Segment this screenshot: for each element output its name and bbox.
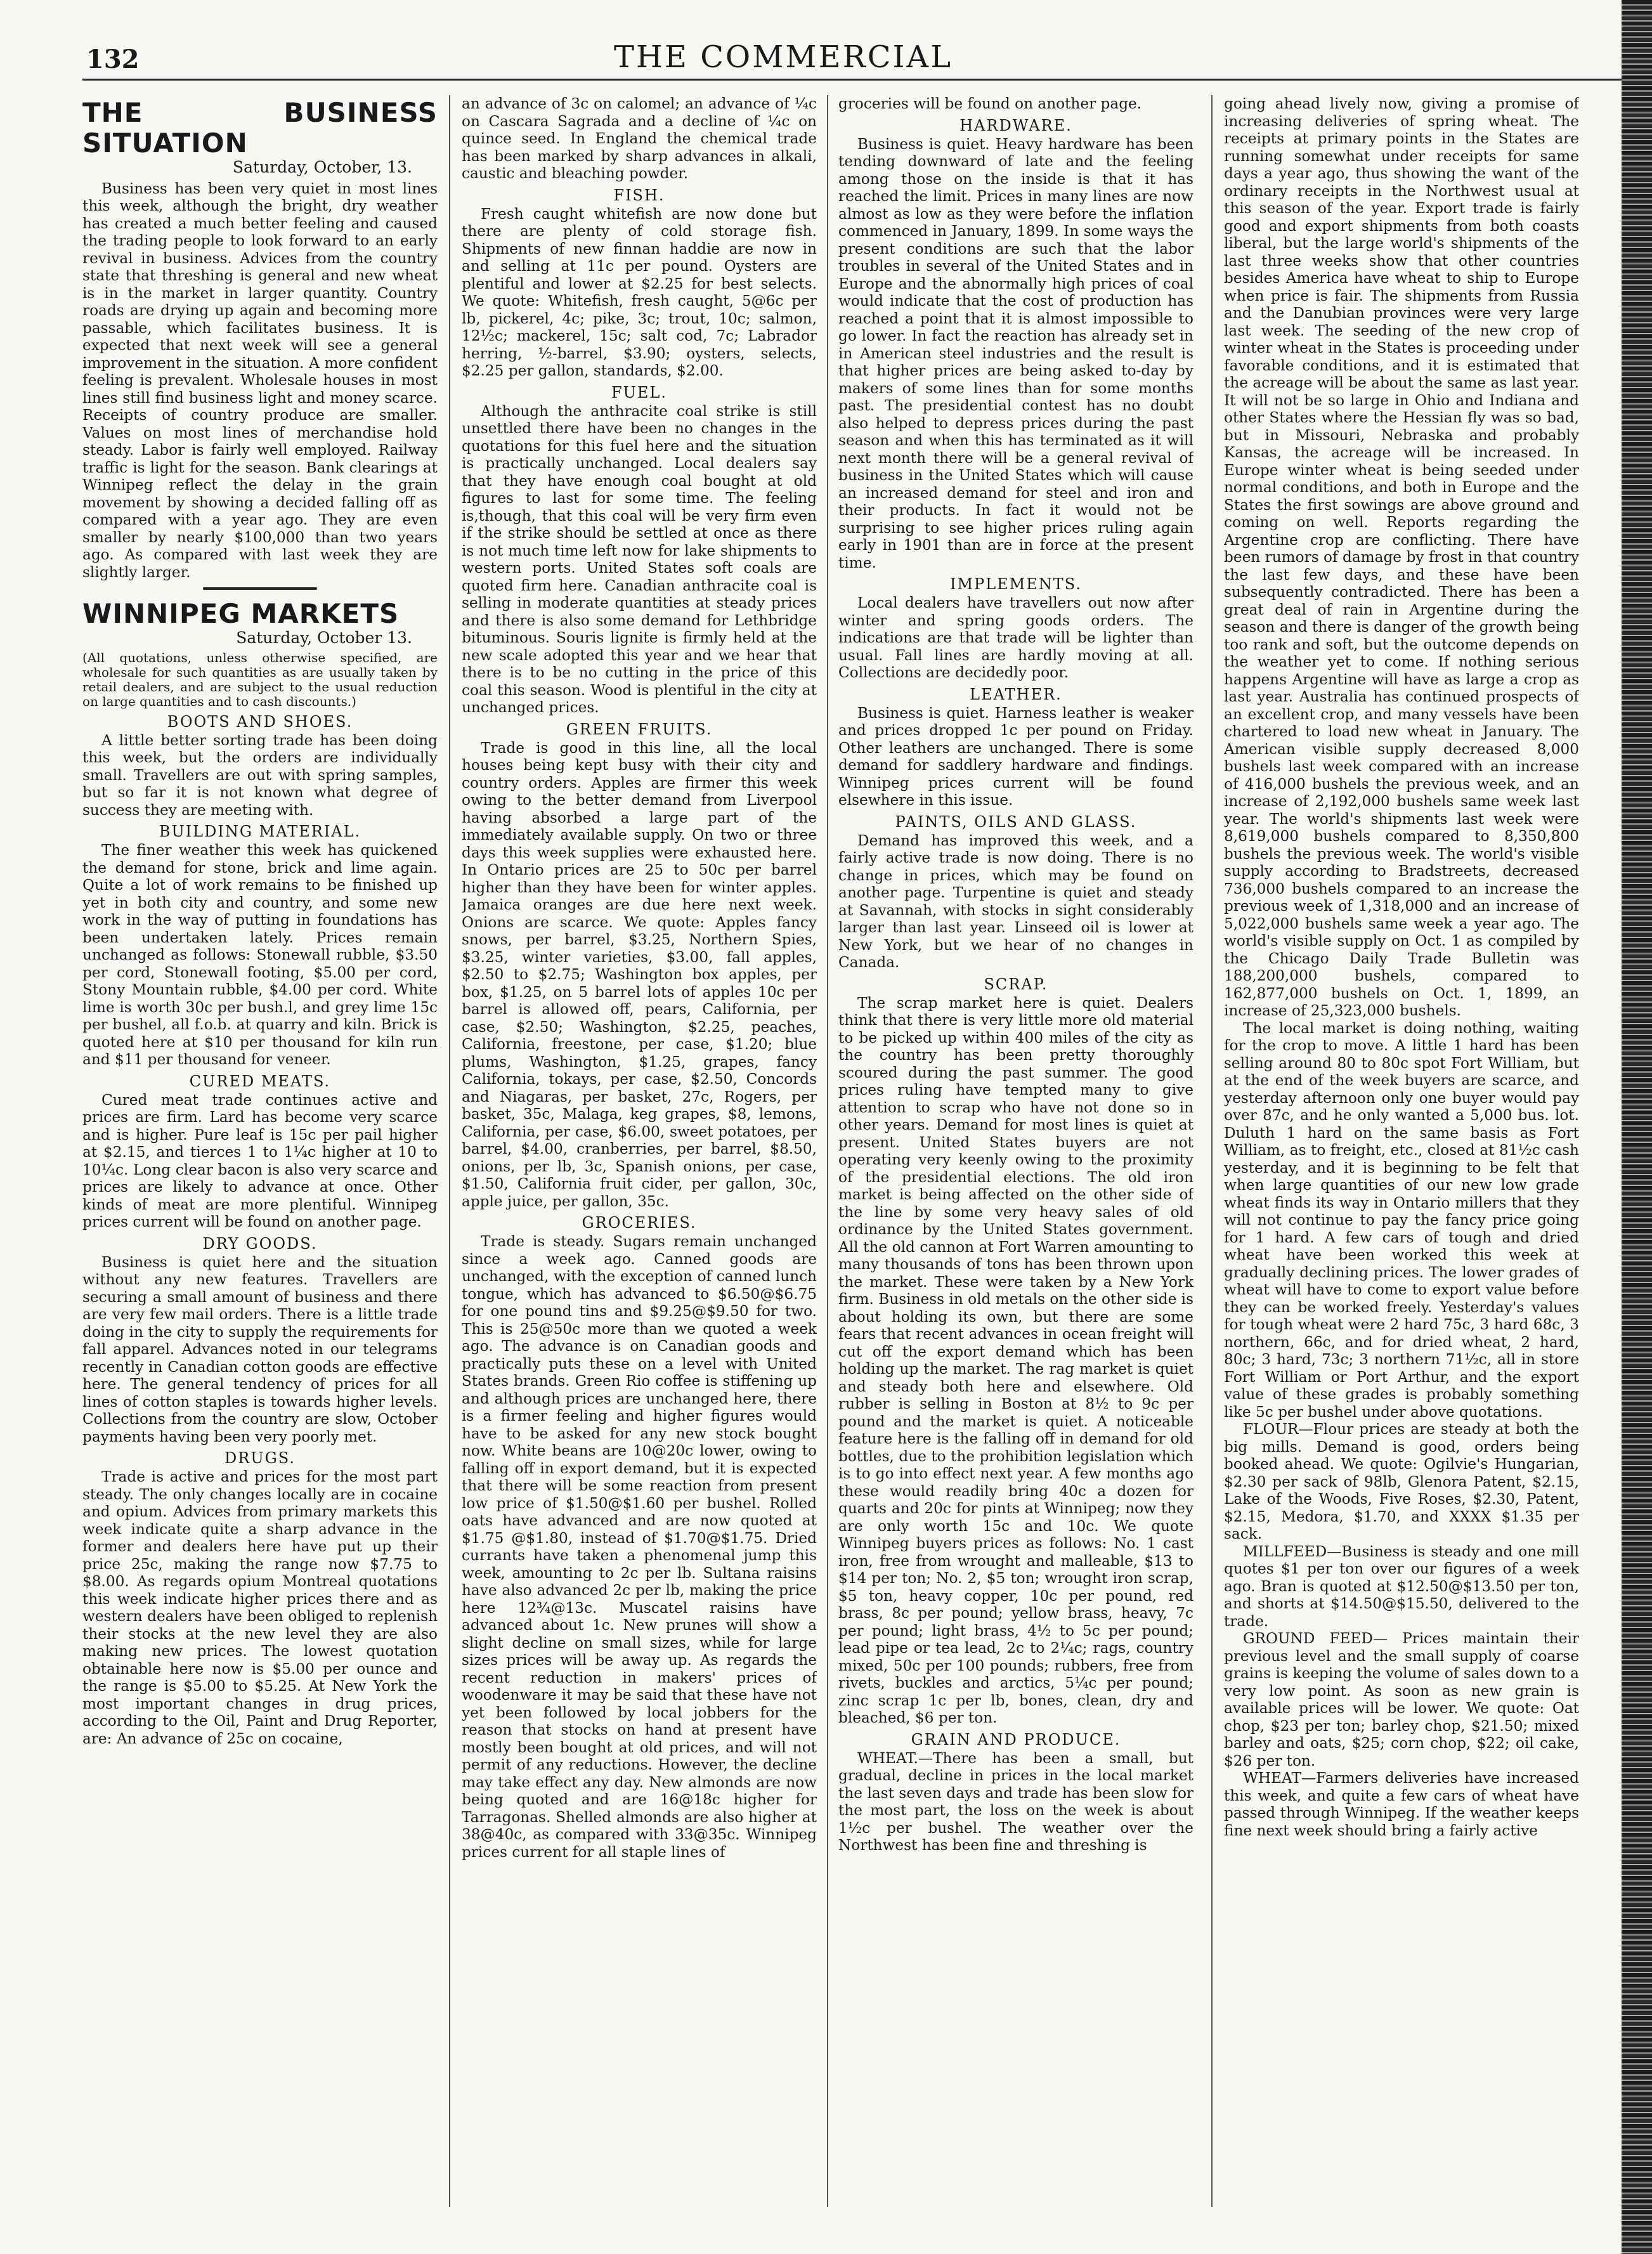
section-heading-building: BUILDING MATERIAL.	[159, 823, 361, 840]
section-heading-dry-goods: DRY GOODS.	[202, 1234, 318, 1253]
section-heading-grain: GRAIN AND PRODUCE.	[911, 1730, 1121, 1749]
section-heading-boots: BOOTS AND SHOES.	[167, 712, 353, 731]
column-2	[462, 95, 817, 2226]
section-heading-implements: IMPLEMENTS.	[950, 575, 1082, 593]
section-heading-scrap: SCRAP.	[984, 975, 1048, 993]
section-heading-fish: FISH.	[613, 186, 665, 204]
millfeed-paragraph: MILLFEED—Business is steady and one mill quotes $1 per ton over our figures of a week ago. Bran is quoted at $12.50@$13.50 per ton, and shorts at $14.50@$15.50, delivered to the trade.	[1224, 1542, 1579, 1630]
boots-paragraph: A little better sorting trade has been doing this week, but the orders are individually small. Travellers are out with spring samples, but so far it is not known what degree of success they are meeting with.	[82, 731, 438, 819]
running-head: THE COMMERCIAL	[614, 39, 953, 75]
column-rule	[449, 95, 450, 2207]
scanned-edge	[1622, 0, 1652, 2254]
flour-paragraph: FLOUR—Flour prices are steady at both the big mills. Demand is good, orders being booked ahead. We quote: Ogilvie's Hungarian, $2.30 per sack of 98lb, Glenora Patent, $2.15, Lake of the Woods, Five Roses, $2.30, Patent, $2.15, Medora, $1.70, and XXXX $1.35 per sack.	[1224, 1421, 1579, 1542]
scrap-paragraph: The scrap market here is quiet. Dealers think that there is very little more old material to be picked up within 400 miles of the city as the country has been pretty thoroughly scoured during the past summer. The good prices ruling have tempted many to give attention to scrap who have not done so in other years. Demand for most lines is quiet at present. United States buyers are not operating very keenly owing to the proximity of the presidential elections. The old iron market is being affected on the other side of the line by some very heavy sales of old ordinance by the United States government. All the old cannon at Fort Warren amounting to many thousands of tons has been thrown upon the market. These were taken by a New York firm. Business in old metals on the other side is about holding its own, but there are some fears that recent advances in ocean freight will cut off the export demand which has been holding up the market. The rag market is quiet and steady both here and elsewhere. Old rubber is selling in Boston at 8½ to 9c per pound and the market is quiet. A noticeable feature here is the falling off in demand for old bottles, due to the prohibition legislation which is to go into effect next year. A few months ago these would readily bring 40c a dozen for quarts and 20c for pints at Winnipeg; now they are only worth 15c and 10c. We quote Winnipeg buyers prices as follows: No. 1 cast iron, free from wrought and malleable, $13 to $14 per ton; No. 2, $5 ton; wrought iron scrap, $5 ton, heavy copper, 10c per pound, red brass, 8c per pound; yellow brass, heavy, 7c per pound; light brass, 4½ to 5c per pound; lead pipe or tea lead, 2c to 2¼c; rags, country mixed, 50c per 100 pounds; rubbers, free from rivets, buckles and arctics, 5¼c per pound; zinc scrap 1c per lb, bones, clean, dry and bleached, $6 per ton.	[838, 994, 1193, 1726]
groceries-continued: groceries will be found on another page.	[838, 95, 1142, 112]
section-divider	[203, 587, 317, 590]
section-heading-groceries: GROCERIES.	[582, 1214, 697, 1232]
column-4	[1224, 95, 1579, 2226]
page-number: 132	[86, 44, 140, 74]
quotations-note: (All quotations, unless otherwise specified, are wholesale for such quantities as are usually taken by retail dealers, and are subject to the usual reduction on large quantities and to cash discounts.)	[82, 649, 438, 709]
dry-goods-paragraph: Business is quiet here and the situation without any new features. Travellers are securing a small amount of business and there are very few mail orders. There is a little trade doing in the city to supply the requirements for fall apparel. Advances noted in our telegrams recently in Canadian cotton goods are effective here. The general tendency of prices for all lines of cotton staples is towards higher levels. Collections from the country are slow, October payments having been very poorly met.	[82, 1253, 438, 1445]
column-rule	[1211, 95, 1213, 2207]
drugs-paragraph: Trade is active and prices for the most part steady. The only changes locally are in cocaine and opium. Advices from primary markets this week indicate quite a sharp advance in the former and dealers here have put up their price 25c, making the range now $7.75 to $8.00. As regards opium Montreal quotations this week indicate higher prices there and as western dealers have been obliged to replenish their stocks at the new level they are also making new prices. The lowest quotation obtainable here now is $5.00 per ounce and the range is $5.00 to $5.25. At New York the most important changes in drug prices, according to the Oil, Paint and Drug Reporter, are: An advance of 25c on cocaine,	[82, 1468, 438, 1747]
section-heading-hardware: HARDWARE.	[959, 116, 1072, 134]
section-heading-paints: PAINTS, OILS AND GLASS.	[895, 812, 1137, 831]
building-paragraph: The finer weather this week has quickened the demand for stone, brick and lime again. Quite a lot of work remains to be finished up yet in both city and country, and some new work in the way of putting in foundations has been undertaken lately. Prices remain unchanged as follows: Stonewall rubble, $3.50 per cord, Stonewall footing, $5.00 per cord, Stony Mountain rubble, $4.00 per cord. White lime is worth 30c per bush.l, and grey lime 15c per bushel, all f.o.b. at quarry and kiln. Brick is quoted here at $10 per thousand for kiln run and $11 per thousand for veneer.	[82, 842, 438, 1068]
section-heading-drugs: DRUGS.	[224, 1449, 296, 1467]
markets-dateline: Saturday, October 13.	[236, 629, 412, 647]
winnipeg-markets-title: WINNIPEG MARKETS	[82, 598, 400, 629]
implements-paragraph: Local dealers have travellers out now after winter and spring goods orders. The indications are that trade will be lighter than usual. Fall lines are hardly moving at all. Collections are decidedly poor.	[838, 594, 1193, 681]
grain-paragraph: WHEAT.—There has been a small, but gradual, decline in prices in the local market the last seven days and trade has been slow for the most part, the loss on the week is about 1½c per bushel. The weather over the Northwest has been fine and threshing is	[838, 1749, 1193, 1854]
section-heading-leather: LEATHER.	[970, 685, 1062, 703]
header-rule	[82, 79, 1636, 81]
leather-paragraph: Business is quiet. Harness leather is weaker and prices dropped 1c per pound on Friday. Other leathers are unchanged. There is some demand for saddlery hardware and findings. Winnipeg prices current will be found elsewhere in this issue.	[838, 704, 1193, 809]
paints-paragraph: Demand has improved this week, and a fairly active trade is now doing. There is no change in prices, which may be found on another page. Turpentine is quiet and steady at Savannah, with stocks in sight considerably larger than last year. Linseed oil is lower at New York, but we hear of no changes in Canada.	[838, 831, 1193, 971]
cured-meats-paragraph: Cured meat trade continues active and prices are firm. Lard has become very scarce and is higher. Pure leaf is 15c per pail higher at $2.15, and tierces 1 to 1¼c higher at 10 to 10¼c. Long clear bacon is also very scarce and prices are likely to advance at once. Other kinds of meat are more plentiful. Winnipeg prices current will be found on another page.	[82, 1091, 438, 1230]
ground-feed-paragraph: GROUND FEED— Prices maintain their previous level and the small supply of coarse grains is keeping the volume of sales down to a very low point. As soon as new grain is available prices will be lower. We quote: Oat chop, $23 per ton; barley chop, $21.50; mixed barley and oats, $25; corn chop, $22; oil cake, $26 per ton.	[1224, 1630, 1579, 1769]
business-dateline: Saturday, October, 13.	[233, 158, 412, 176]
hardware-paragraph: Business is quiet. Heavy hardware has been tending downward of late and the feeling among those on the inside is that it has reached the limit. Prices in many lines are now almost as low as they were before the inflation commenced in January, 1899. In some ways the present conditions are such that the labor troubles in several of the United States and in Europe and the abnormally high prices of coal would indicate that the cost of production has reached a point that it is almost impossible to go lower. In fact the reaction has already set in in American steel industries and the result is that higher prices are being asked to-day by makers of some lines than for some months past. The presidential contest has no doubt also helped to depress prices during the past season and when this has terminated as it will next month there will be a general revival of business in the United States which will cause an increased demand for steel and iron and their products. In fact it would not be surprising to see higher prices ruling again early in 1901 than are in force at the present time.	[838, 135, 1193, 571]
business-paragraph: Business has been very quiet in most lines this week, although the bright, dry weather has created a much better feeling and caused the trading people to look forward to an early revival in business. Advices from the country state that threshing is general and new wheat is in the market in larger quantity. Country roads are drying up again and becoming more passable, which facilitates business. It is expected that next week will see a general improvement in the situation. A more confident feeling is prevalent. Wholesale houses in most lines still find business light and money scarce. Receipts of country produce are smaller. Values on most lines of merchandise hold steady. Labor is fairly well employed. Railway traffic is light for the season. Bank clearings at Winnipeg reflect the delay in the grain movement by showing a decided falling off as compared with a year ago. They are even smaller by nearly $100,000 than two years ago. As compared with last week they are slightly larger.	[82, 179, 438, 581]
fuel-paragraph: Although the anthracite coal strike is still unsettled there have been no changes in the quotations for this fuel here and the situation is practically unchanged. Local dealers say that they have enough coal bought at old figures to last for some time. The feeling is,though, that this coal will be very firm even if the strike should be settled at once as there is not much time left now for lake shipments to western ports. United States soft coals are quoted firm here. Canadian anthracite coal is selling in moderate quantities at steady prices and there is also some demand for Lethbridge bituminous. Souris lignite is firmly held at the new scale adopted this year and we hear that there is to be no cutting in the price of this coal this season. Wood is plentiful in the city at unchanged prices.	[462, 402, 817, 716]
business-situation-title: THE BUSINESS SITUATION	[82, 97, 438, 159]
wheat-continued: going ahead lively now, giving a promise of increasing deliveries of spring wheat. The receipts at primary points in the States are running somewhat under receipts for same days a year ago, thus showing the want of the ordinary receipts in the Northwest usual at this season of the year. Export trade is fairly good and export shipments from both coasts liberal, but the large world's shipments of the last three weeks show that other countries besides America have wheat to ship to Europe when price is fair. The shipments from Russia and the Danubian provinces were very large last week. The seeding of the new crop of winter wheat in the States is proceeding under favorable conditions, and it is estimated that the acreage will be about the same as last year. It will not be so large in Ohio and Indiana and other States where the Hessian fly was so bad, but in Missouri, Nebraska and probably Kansas, the acreage will be increased. In Europe winter wheat is being seeded under normal conditions, and both in Europe and the States the first sowings are above ground and coming on well. Reports regarding the Argentine crop are conflicting. There have been rumors of damage by frost in that country the last few days, and these have been subsequently contradicted. There has been a great deal of rain in Argentine during the season and there is danger of the growth being too rank and soft, but the outcome depends on the weather yet to come. If nothing serious happens Argentine will have as large a crop as last year. Australia has continued prospects of an excellent crop, and many vessels have been chartered to load new wheat in January. The American visible supply decreased 8,000 bushels last week compared with an increase of 416,000 bushels the previous week, and an increase of 2,192,000 bushels same week last year. The world's shipments last week were 8,619,000 bushels compared to 8,350,800 bushels the previous week. The world's visible supply according to Bradstreets, decreased 736,000 bushels compared to an increase the previous week of 1,318,000 and an increase of 5,022,000 bushels same week a year ago. The world's visible supply on Oct. 1 as compiled by the Chicago Daily Trade Bulletin was 188,200,000 bushels, compared to 162,877,000 bushels on Oct. 1, 1899, an increase of 25,323,000 bushels.	[1224, 95, 1579, 1019]
wheat-deliveries-paragraph: WHEAT—Farmers deliveries have increased this week, and quite a few cars of wheat have passed through Winnipeg. If the weather keeps fine next week should bring a fairly active	[1224, 1769, 1579, 1839]
fish-paragraph: Fresh caught whitefish are now done but there are plenty of cold storage fish. Shipments of new finnan haddie are now in and selling at 11c per pound. Oysters are plentiful and lower at $2.25 for best selects. We quote: Whitefish, fresh caught, 5@6c per lb, pickerel, 4c; pike, 3c; trout, 10c; salmon, 12½c; mackerel, 15c; salt cod, 7c; Labrador herring, ½-barrel, $3.90; oysters, selects, $2.25 per gallon, standards, $2.00.	[462, 205, 817, 379]
green-fruits-paragraph: Trade is good in this line, all the local houses being kept busy with their city and country orders. Apples are firmer this week owing to the better demand from Liverpool having absorbed a large part of the immediately available supply. On two or three days this week supplies were exhausted here. In Ontario prices are 25 to 50c per barrel higher than they have been for winter apples. Jamaica oranges are due here next week. Onions are scarce. We quote: Apples fancy snows, per barrel, $3.25, Northern Spies, $3.25, winter varieties, $3.00, fall apples, $2.50 to $2.75; Washington box apples, per box, $1.25, on 5 barrel lots of apples 10c per barrel is allowed off, pears, California, per case, $2.50; Washington, $2.25, peaches, California, freestone, per case, $1.20; blue plums, Washington, $1.25, grapes, fancy California, tokays, per case, $2.50, Concords and Niagaras, per basket, 27c, Rogers, per basket, 35c, Malaga, keg grapes, $8, lemons, California, per case, $6.00, sweet potatoes, per barrel, $4.00, cranberries, per barrel, $8.50, onions, per lb, 3c, Spanish onions, per case, $1.50, California fruit cider, per gallon, 30c, apple juice, per gallon, 35c.	[462, 739, 817, 1210]
local-market-paragraph: The local market is doing nothing, waiting for the crop to move. A little 1 hard has been selling around 80 to 80c spot Fort William, but at the end of the week buyers are scarce, and yesterday afternoon only one buyer would pay over 87c, and he only wanted a 5,000 bus. lot. Duluth 1 hard on the same basis as Fort William, as to freight, etc., closed at 81½c cash yesterday, and it is beginning to be felt that when large quantities of our new low grade wheat finds its way in Ontario millers that they will not continue to pay the fancy price going for 1 hard. A few cars of tough and dried wheat have been worked this week at gradually declining prices. The lower grades of wheat will have to come to export value before they can be worked freely. Yesterday's values for tough wheat were 2 hard 75c, 3 hard 68c, 3 northern, 66c, and for dried wheat, 2 hard, 80c; 3 hard, 73c; 3 northern 71½c, all in store Fort William or Port Arthur, and the export value of these grades is probably something like 5c per bushel under above quotations.	[1224, 1019, 1579, 1421]
column-3	[838, 95, 1193, 2226]
column-rule	[827, 95, 828, 2207]
section-heading-cured-meats: CURED MEATS.	[189, 1072, 331, 1090]
drugs-continued: an advance of 3c on calomel; an advance of ¼c on Cascara Sagrada and a decline of ¼c on quince seed. In England the chemical trade has been marked by sharp advances in alkali, caustic and bleaching powder.	[462, 95, 817, 182]
groceries-paragraph: Trade is steady. Sugars remain unchanged since a week ago. Canned goods are unchanged, with the exception of canned lunch tongue, which has advanced to $6.50@$6.75 for one pound tins and $9.25@$9.50 for two. This is 25@50c more than we quoted a week ago. The advance is on Canadian goods and practically puts these on a level with United States brands. Green Rio coffee is stiffening up and although prices are unchanged here, there is a firmer feeling and higher figures would have to be asked for any new stock bought now. White beans are 10@20c lower, owing to falling off in export demand, but it is expected that there will be some reaction from present low price of $1.50@$1.60 per bushel. Rolled oats have advanced and are now quoted at $1.75 @$1.80, instead of $1.70@$1.75. Dried currants have taken a phenomenal jump this week, amounting to 2c per lb. Sultana raisins have also advanced 2c per lb, making the price here 12¾@13c. Muscatel raisins have advanced about 1c. New prunes will show a slight decline on small sizes, while for large sizes prices will be away up. As regards the recent reduction in makers' prices of woodenware it may be said that these have not yet been followed by local jobbers for the reason that stocks on hand at present have mostly been bought at old prices, and will not permit of any reductions. However, the decline may take effect any day. New almonds are now being quoted and are 16@18c higher for Tarragonas. Shelled almonds are also higher at 38@40c, as compared with 33@35c. Winnipeg prices current for all staple lines of	[462, 1233, 817, 1861]
section-heading-green-fruits: GREEN FRUITS.	[566, 720, 713, 738]
section-heading-fuel: FUEL.	[611, 383, 667, 401]
column-1	[82, 95, 438, 2226]
